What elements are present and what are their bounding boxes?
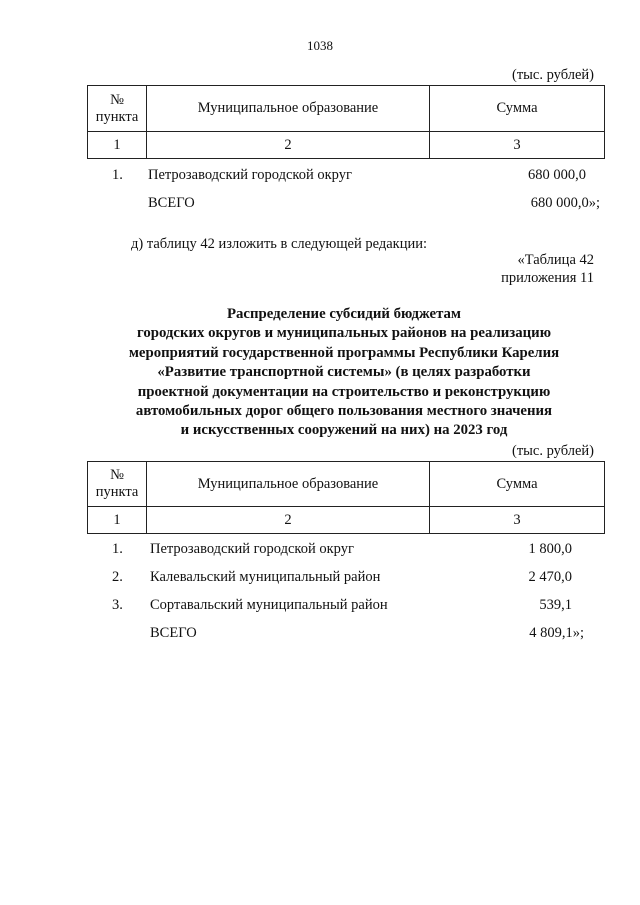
- table1-colnum-2: 2: [147, 132, 430, 159]
- row-sum: 2 470,0: [528, 569, 572, 585]
- total-label: ВСЕГО: [150, 625, 197, 641]
- table2-colnum-1: 1: [88, 507, 147, 534]
- row-name: Сортавальский муниципальный район: [150, 597, 388, 613]
- row-sum: 1 800,0: [528, 541, 572, 557]
- table2-colnum-2: 2: [147, 507, 430, 534]
- table1-header-municipality: Муниципальное образование: [147, 86, 430, 132]
- row-number: 1.: [112, 541, 123, 557]
- total-label: ВСЕГО: [148, 195, 195, 211]
- table2-header-number: № пункта: [88, 462, 147, 507]
- table2-colnum-3: 3: [430, 507, 605, 534]
- table1-colnum-1: 1: [88, 132, 147, 159]
- table-reference-line2: приложения 11: [501, 270, 594, 286]
- row-name: Петрозаводский городской округ: [148, 167, 352, 183]
- table2-unit: (тыс. рублей): [512, 443, 594, 459]
- row-sum: 539,1: [539, 597, 572, 613]
- row-name: Калевальский муниципальный район: [150, 569, 381, 585]
- table1-header: [87, 85, 605, 159]
- row-number: 3.: [112, 597, 123, 613]
- table2-header-sum: Сумма: [430, 462, 605, 507]
- total-sum: 4 809,1»;: [529, 625, 584, 641]
- page-number: 1038: [307, 38, 333, 53]
- table2-header-municipality: Муниципальное образование: [147, 462, 430, 507]
- row-sum: 680 000,0: [528, 167, 586, 183]
- table1-colnum-3: 3: [430, 132, 605, 159]
- row-number: 2.: [112, 569, 123, 585]
- table1-header-number: № пункта: [88, 86, 147, 132]
- table-reference-line1: «Таблица 42: [517, 252, 594, 268]
- instruction-text: д) таблицу 42 изложить в следующей редакции:: [131, 236, 428, 252]
- table1-unit: (тыс. рублей): [512, 67, 594, 83]
- row-name: Петрозаводский городской округ: [150, 541, 354, 557]
- table1-header-sum: Сумма: [430, 86, 605, 132]
- total-sum: 680 000,0»;: [530, 195, 600, 211]
- row-number: 1.: [112, 167, 123, 183]
- table2-header: [87, 461, 605, 534]
- document-title: Распределение субсидий бюджетам городских округов и муниципальных районов на реализацию мероприятий государственной программы Республики Карелия «Развитие транспортной системы» (в целях разработки проектной документации на строительство и реконструкцию автомобильных дорог общего пользования местного значения и искусственных сооружений на них) на 2023 год: [128, 306, 560, 439]
